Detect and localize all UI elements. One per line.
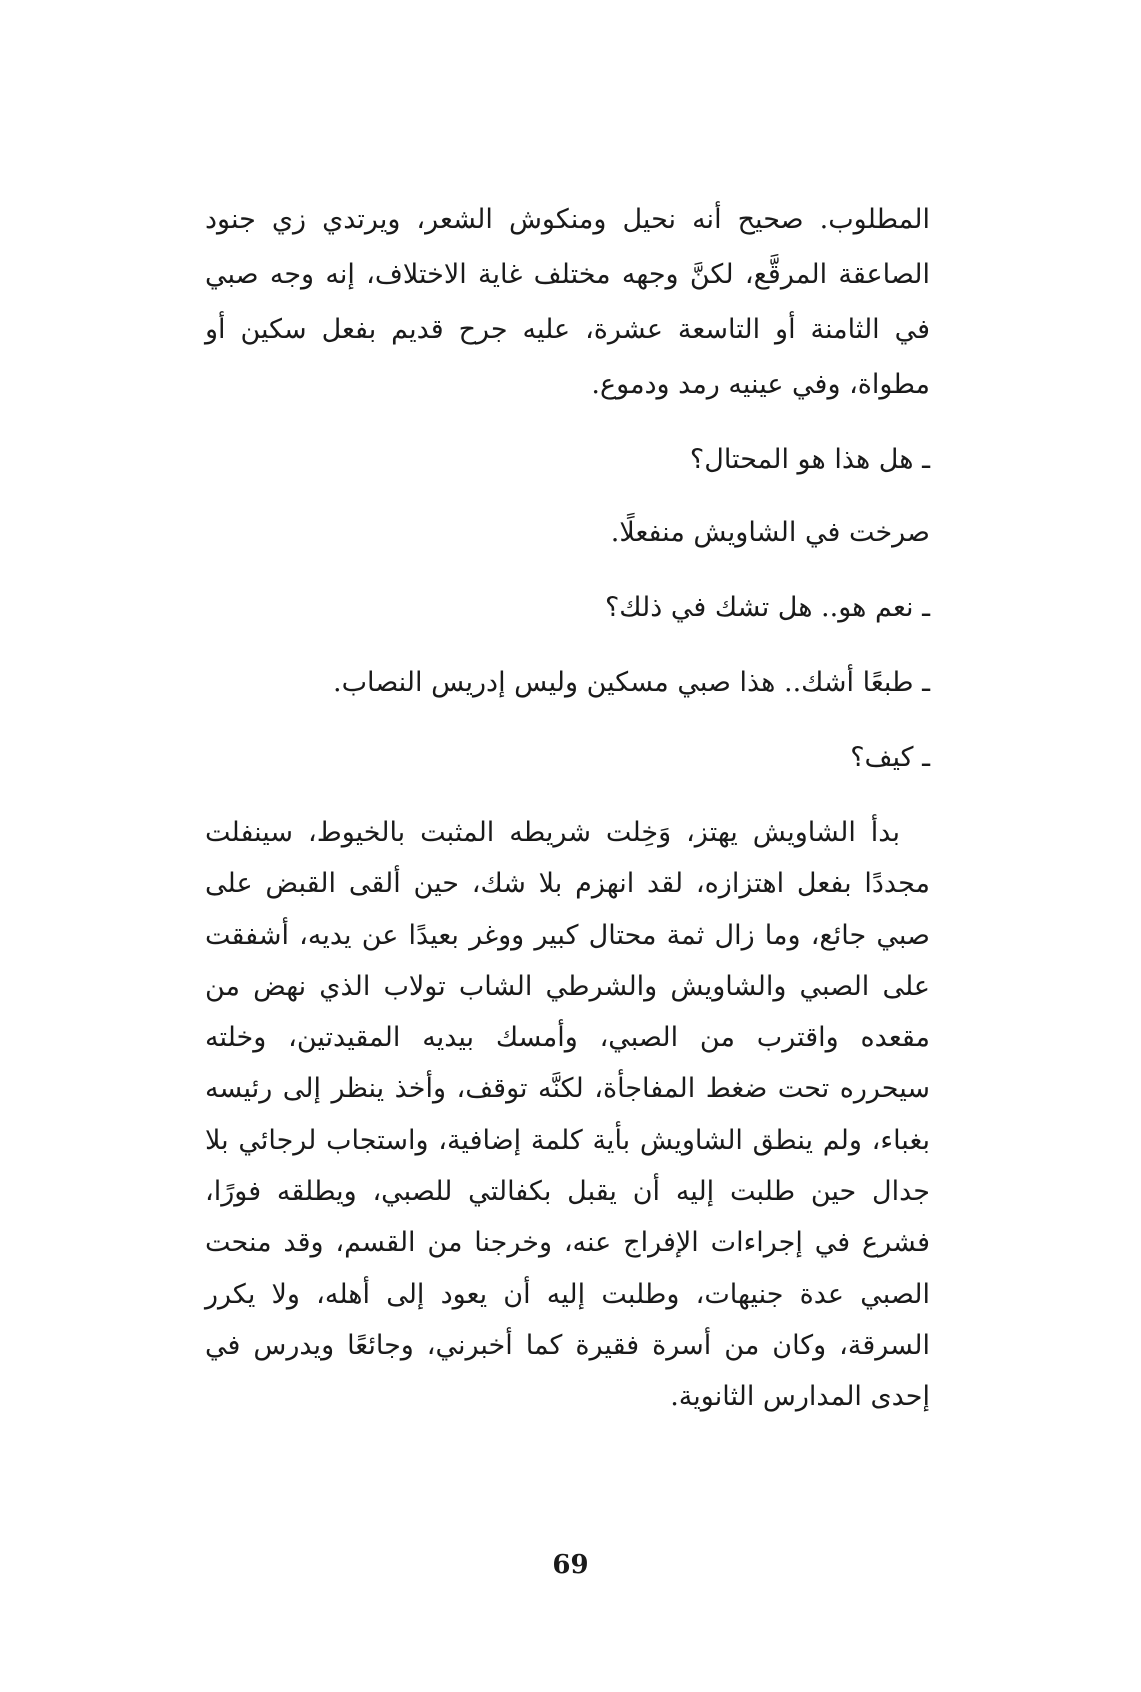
page-number: 69 — [552, 1550, 589, 1580]
paragraph-closing: بدأ الشاويش يهتز، وَخِلت شريطه المثبت بالخيوط، سينفلت مجددًا بفعل اهتزازه، لقد انهزم بلا شك، حين ألقى القبض على صبي جائع، وما زال ثمة محتال كبير ووغر بعيدًا عن يديه، أشفقت على الصبي والشاويش والشرطي الشاب تولاب الذي نهض من مقعده واقترب من الصبي، وأمسك بيديه المقيدتين، وخلته سيحرره تحت ضغط المفاجأة، لكنَّه توقف، وأخذ ينظر إلى رئيسه بغباء، ولم ينطق الشاويش بأية كلمة إضافية، واستجاب لرجائي بلا جدال حين طلبت إليه أن يقبل بكفالتي للصبي، ويطلقه فورًا، فشرع في إجراءات الإفراج عنه، وخرجنا من القسم، وقد منحت الصبي عدة جنيهات، وطلبت إليه أن يعود إلى أهله، ولا يكرر السرقة، وكان من أسرة فقيرة كما أخبرني، وجائعًا ويدرس في إحدى المدارس الثانوية. — [205, 817, 930, 1413]
dialogue-line-4: ـ طبعًا أشك.. هذا صبي مسكين وليس إدريس النصاب. — [332, 667, 930, 698]
dialogue-line-2: صرخت في الشاويش منفعلًا. — [610, 517, 930, 548]
dialogue-line-5: ـ كيف؟ — [850, 742, 930, 773]
dialogue-line-3: ـ نعم هو.. هل تشك في ذلك؟ — [604, 592, 930, 623]
dialogue-line-1: ـ هل هذا هو المحتال؟ — [689, 444, 930, 475]
paragraph-opening: المطلوب. صحيح أنه نحيل ومنكوش الشعر، ويرتدي زي جنود الصاعقة المرقَّع، لكنَّ وجهه مختلف غاية الاختلاف، إنه وجه صبي في الثامنة أو التاسعة عشرة، عليه جرح قديم بفعل سكين أو مطواة، وفي عينيه رمد ودموع. — [205, 204, 930, 400]
